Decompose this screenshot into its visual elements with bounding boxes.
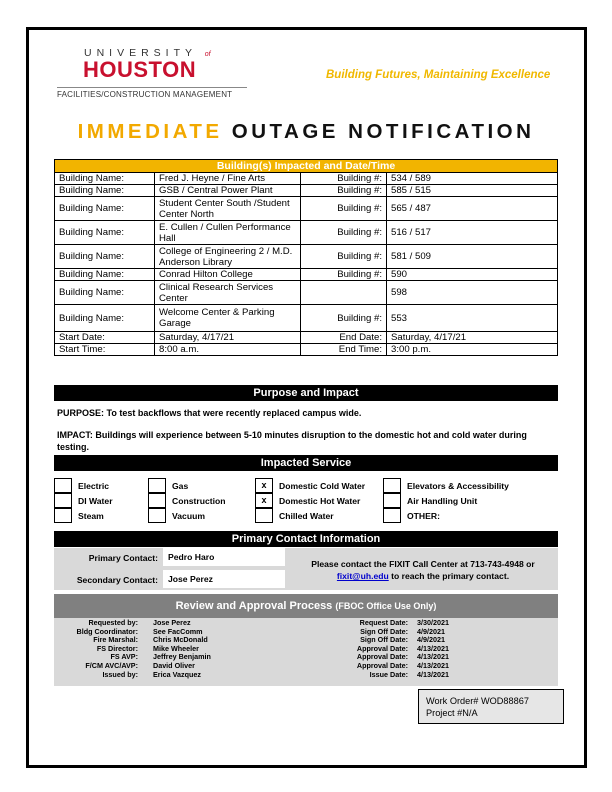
service-checkbox[interactable] [255,508,273,523]
review-label: Issued by: [102,669,138,679]
building-number-label: Building #: [301,269,387,281]
service-item [255,508,365,523]
secondary-contact-value: Jose Perez [163,570,285,588]
review-date-label: Approval Date: [356,661,408,670]
service-item [148,508,225,523]
start-date-value: Saturday, 4/17/21 [155,332,301,344]
service-item [383,493,509,508]
building-number-label: Building #: [301,173,387,185]
service-label: Chilled Water [279,510,334,521]
start-time-label: Start Time: [55,344,155,356]
service-label: OTHER: [407,510,440,521]
service-label: Steam [78,510,104,521]
purpose-section-title: Purpose and Impact [54,385,558,401]
review-date-value: 4/13/2021 [417,661,449,670]
service-checkbox[interactable] [148,478,166,493]
review-value: Chris McDonald [153,635,208,645]
building-row [55,245,558,269]
review-label: FS AVP: [110,652,138,662]
review-value: Mike Wheeler [153,643,199,653]
building-number-value: 534 / 589 [387,173,558,185]
building-name-label: Building Name: [55,281,155,305]
building-row [55,197,558,221]
page-title: IMMEDIATE OUTAGE NOTIFICATION [77,120,535,143]
building-name-value: E. Cullen / Cullen Performance Hall [155,221,301,245]
building-name-value: Student Center South /Student Center North [155,197,301,221]
logo-houston: HOUSTON [83,57,197,82]
tagline: Building Futures, Maintaining Excellence [326,69,551,81]
work-order-box [418,689,564,724]
review-panel [54,618,558,686]
building-name-value: Fred J. Heyne / Fine Arts [155,173,301,185]
review-date-value: 4/9/2021 [417,635,445,645]
service-item [255,493,365,508]
building-number-value: 598 [387,281,558,305]
logo-university: UNIVERSITY of [84,47,211,59]
review-row [54,671,558,679]
building-number-value: 565 / 487 [387,197,558,221]
building-name-label: Building Name: [55,305,155,332]
service-checkbox[interactable]: x [255,478,273,493]
end-time-label: End Time: [301,344,387,356]
end-time-value: 3:00 p.m. [387,344,558,356]
building-number-label [301,281,387,305]
service-label: Elevators & Accessibility [407,480,509,491]
service-item [148,478,225,493]
building-number-label: Building #: [301,185,387,197]
service-checkbox[interactable] [148,508,166,523]
service-item [54,508,113,523]
building-name-value: College of Engineering 2 / M.D. Anderson Library [155,245,301,269]
service-checkbox[interactable] [383,493,401,508]
service-label: Electric [78,480,110,491]
secondary-contact-label: Secondary Contact: [76,575,158,585]
review-row [54,662,558,670]
service-checkbox[interactable] [383,478,401,493]
contact-panel [54,548,558,590]
building-name-label: Building Name: [55,245,155,269]
building-row [55,281,558,305]
fixit-email-link[interactable]: fixit@uh.edu [336,571,389,581]
impact-text: IMPACT: Buildings will experience between 5-10 minutes disruption to the domestic hot and cold water during testing. [57,430,527,452]
service-column [255,478,365,523]
review-value: Jeffrey Benjamin [153,652,211,662]
building-name-label: Building Name: [55,173,155,185]
services-section-title: Impacted Service [54,455,558,471]
review-label: Requested by: [88,618,138,627]
building-name-value: GSB / Central Power Plant [155,185,301,197]
building-row [55,221,558,245]
building-name-value: Clinical Research Services Center [155,281,301,305]
review-date-value: 3/30/2021 [417,618,449,627]
service-label: Air Handling Unit [407,495,478,506]
building-number-label: Building #: [301,245,387,269]
review-date-value: 4/9/2021 [417,626,445,636]
contact-section-title: Primary Contact Information [54,531,558,547]
building-number-value: 590 [387,269,558,281]
building-name-value: Welcome Center & Parking Garage [155,305,301,332]
review-date-label: Request Date: [359,618,408,627]
review-date-label: Issue Date: [369,669,408,679]
service-checkbox[interactable] [54,508,72,523]
building-name-value: Conrad Hilton College [155,269,301,281]
review-date-label: Sign Off Date: [360,635,408,645]
university-logo [57,47,247,99]
service-item [383,508,509,523]
building-name-label: Building Name: [55,221,155,245]
building-row [55,269,558,281]
service-label: Vacuum [172,510,205,521]
service-label: Domestic Cold Water [279,480,366,491]
start-time-value: 8:00 a.m. [155,344,301,356]
service-column [54,478,113,523]
end-date-label: End Date: [301,332,387,344]
service-checkbox[interactable] [54,493,72,508]
review-date-label: Approval Date: [356,643,408,653]
buildings-table [54,159,558,356]
service-label: Domestic Hot Water [279,495,361,506]
review-value: See FacComm [153,626,203,636]
building-number-label: Building #: [301,305,387,332]
service-item [383,478,509,493]
service-column [148,478,225,523]
service-checkbox[interactable] [148,493,166,508]
service-column [383,478,509,523]
review-date-value: 4/13/2021 [417,669,449,679]
review-label: FS Director: [96,643,138,653]
service-checkbox[interactable] [54,478,72,493]
building-row [55,173,558,185]
service-label: Construction [172,495,226,506]
review-date-value: 4/13/2021 [417,652,449,662]
service-checkbox[interactable] [383,508,401,523]
service-item [148,493,225,508]
buildings-section-title: Building(s) Impacted and Date/Time [55,160,558,173]
purpose-text: PURPOSE: To test backflows that were recently replaced campus wide. [57,408,362,418]
review-label: Fire Marshal: [93,635,138,645]
service-item [54,493,113,508]
service-item [54,478,113,493]
start-date-label: Start Date: [55,332,155,344]
building-name-label: Building Name: [55,269,155,281]
service-item [255,478,365,493]
primary-contact-label: Primary Contact: [88,553,158,563]
review-value: Jose Perez [153,618,191,627]
building-number-value: 516 / 517 [387,221,558,245]
review-section-title: Review and Approval Process (FBOC Office Use Only) [54,594,558,618]
building-number-value: 585 / 515 [387,185,558,197]
review-date-label: Sign Off Date: [360,626,408,636]
building-name-label: Building Name: [55,197,155,221]
building-number-label: Building #: [301,221,387,245]
building-number-value: 553 [387,305,558,332]
service-label: Gas [172,480,189,491]
impacted-services [54,478,558,524]
review-date-value: 4/13/2021 [417,643,449,653]
review-label: Bldg Coordinator: [76,626,138,636]
service-checkbox[interactable]: x [255,493,273,508]
service-label: DI Water [78,495,113,506]
work-order-number: Work Order# WOD88867 [426,696,529,706]
end-date-value: Saturday, 4/17/21 [387,332,558,344]
building-number-label: Building #: [301,197,387,221]
review-value: David Oliver [153,661,195,670]
project-number: Project #N/A [426,708,478,718]
building-number-value: 581 / 509 [387,245,558,269]
review-label: F/CM AVC/AVP: [85,661,138,670]
building-row [55,185,558,197]
review-row [54,619,558,627]
building-row [55,305,558,332]
review-date-label: Approval Date: [356,652,408,662]
logo-department: FACILITIES/CONSTRUCTION MANAGEMENT [57,87,247,99]
primary-contact-value: Pedro Haro [163,548,285,566]
contact-note: Please contact the FIXIT Call Center at 713-743-4948 or fixit@uh.edu to reach the primary contact. [311,559,535,581]
review-value: Erica Vazquez [153,669,201,679]
building-name-label: Building Name: [55,185,155,197]
